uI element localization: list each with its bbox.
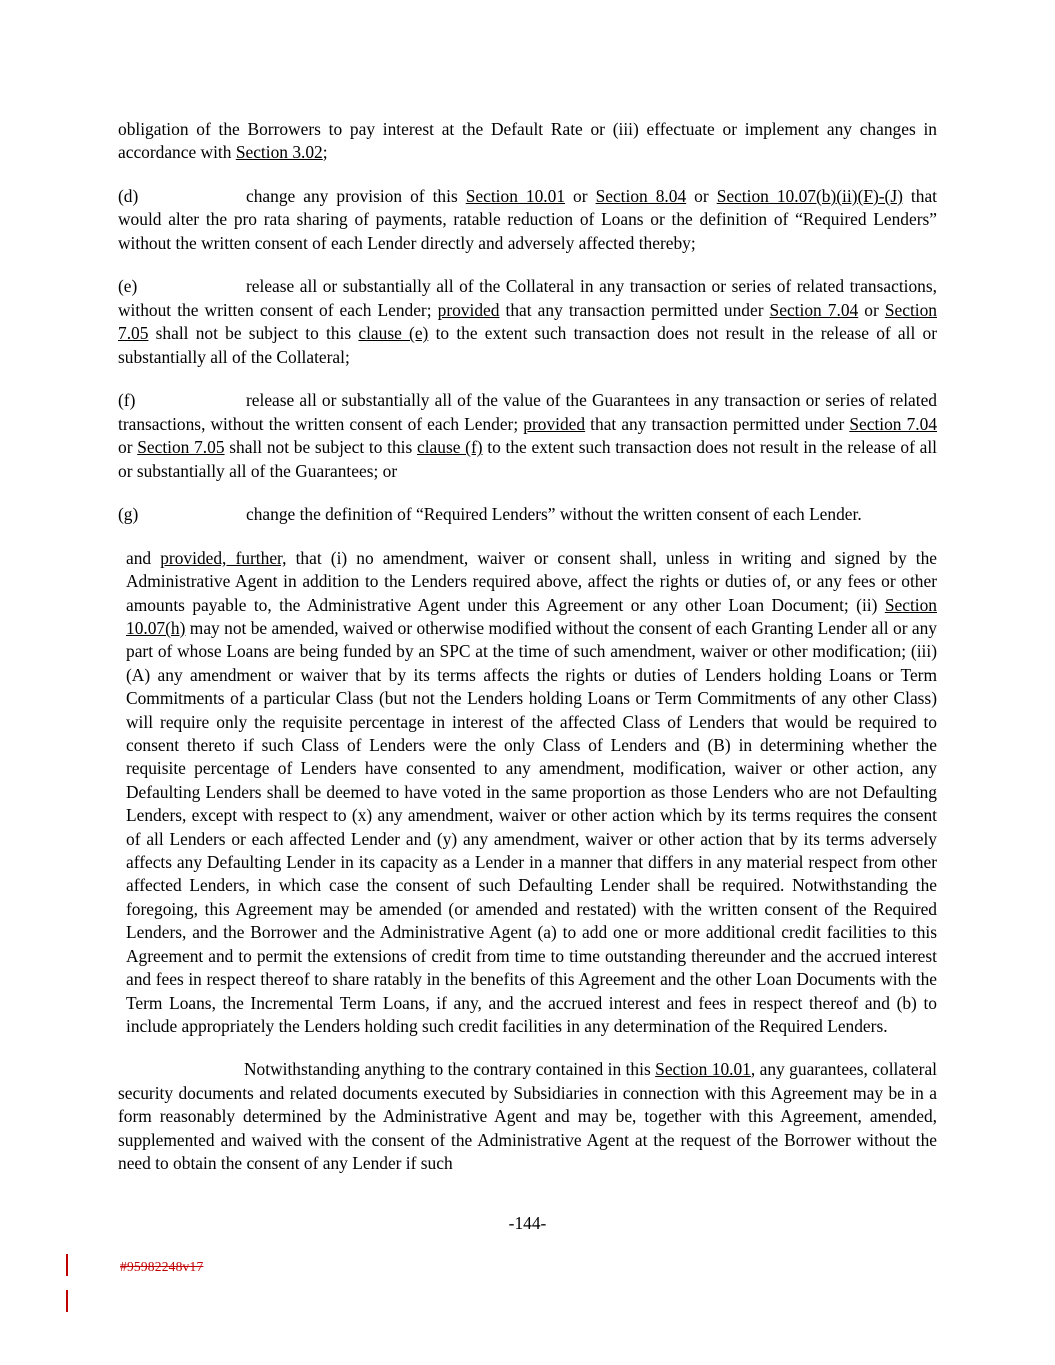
body-text: or (565, 185, 596, 206)
underlined-reference: Section 7.04 (769, 299, 859, 320)
body-text: shall not be subject to this (148, 323, 359, 344)
body-text: change the definition of “Required Lenders” without the written consent of each Lender. (246, 504, 862, 525)
body-text: ; (322, 142, 328, 163)
change-bar-top (66, 1254, 68, 1276)
footer-document-reference: #95982248v17 (120, 1259, 204, 1274)
body-text: or (858, 299, 885, 320)
body-text: , any guarantees, collateral security documents and related documents executed by Subsidiaries in connection with this Agreement may be in a form reasonably determined by the Administrative Agent and may be, together with this Agreement, amended, supplemented and waived with the consent of the Administrative Agent at the request of the Borrower without the need to obtain the consent of any Lender if such (118, 1059, 937, 1173)
body-text: to the extent such transaction does not result in the release of all or substantially all of the Collateral; (118, 323, 938, 367)
body-text: may not be amended, waived or otherwise modified without the consent of each Granting Lender all or any part of whose Loans are being funded by an SPC at the time of such amendment, waiver or other modification; (iii) (A) any amendment or waiver that by its terms affects the rights or duties of Lenders holding Loans or Term Commitments of a particular Class (but not the Lenders holding Loans or Term Commitments of any other Class) will require only the requisite percentage in interest of the affected Class of Lenders that would be required to consent thereto if such Class of Lenders were the only Class of Lenders and (B) in determining whether the requisite percentage of Lenders have consented to any amendment, modification, waiver or other action, any Defaulting Lenders shall be deemed to have voted in the same proportion as those Lenders who are not Defaulting Lenders, except with respect to (x) any amendment, waiver or other action which by its terms requires the consent of all Lenders or each affected Lender and (y) any amendment, waiver or other action that by its terms adversely affects any Defaulting Lender in its capacity as a Lender in a manner that differs in any material respect from other affected Lenders, in which case the consent of such Defaulting Lender shall be required. Notwithstanding the foregoing, this Agreement may be amended (or amended and restated) with the written consent of the Required Lenders, and the Borrower and the Administrative Agent (a) to add one or more additional credit facilities to this Agreement and to permit the extensions of credit from time to time outstanding thereunder and the accrued interest and fees in respect thereof to share ratably in the benefits of this Agreement and the other Loan Documents with the Term Loans, the Incremental Term Loans, if any, and the accrued interest and fees in respect thereof and (b) to include appropriately the Lenders holding such credit facilities in any determination of the Required Lenders. (126, 618, 937, 1036)
underlined-reference: Section 3.02 (235, 142, 323, 163)
body-text: that any transaction permitted under (499, 299, 770, 320)
paragraph-clause-g (118, 503, 937, 526)
paragraph-clause-d (118, 185, 937, 255)
underlined-reference: Section 7.05 (118, 299, 938, 344)
underlined-reference: Section 10.07(h) (126, 594, 937, 638)
paragraph-clause-f (118, 389, 937, 483)
body-text: or (686, 185, 717, 206)
paragraph-notwithstanding (118, 1058, 937, 1175)
body-text: that would alter the pro rata sharing of payments, ratable reduction of Loans or the definition of “Required Lenders” without the written consent of each Lender directly and adversely affected thereby; (118, 185, 938, 253)
body-text: to the extent such transaction does not result in the release of all or substantially all of the Guarantees; or (118, 437, 937, 481)
change-bar-bottom (66, 1290, 68, 1312)
body-text: shall not be subject to this (224, 437, 417, 458)
underlined-reference: provided (523, 413, 586, 434)
paragraph-flush-language (118, 547, 937, 1039)
underlined-reference: Section 7.04 (849, 413, 938, 434)
underlined-reference: Section 8.04 (595, 185, 687, 206)
body-text: or (118, 437, 138, 458)
underlined-reference: clause (e) (358, 323, 429, 344)
body-text: release all or substantially all of the value of the Guarantees in any transaction or series of related transactions, without the written consent of each Lender; (118, 390, 937, 434)
body-text: change any provision of this (246, 185, 466, 206)
clause-marker: (d) (118, 185, 139, 206)
underlined-reference: clause (f) (417, 437, 483, 458)
paragraph-clause-e (118, 275, 937, 369)
clause-marker: (f) (118, 390, 136, 411)
underlined-reference: Section 10.07(b)(ii)(F)-(J) (716, 185, 903, 206)
underlined-reference: Section 10.01 (465, 185, 566, 206)
body-text: release all or substantially all of the Collateral in any transaction or series of related transactions, without the written consent of each Lender; (118, 276, 937, 320)
underlined-reference: Section 7.05 (137, 437, 225, 458)
body-text: obligation of the Borrowers to pay interest at the Default Rate or (iii) effectuate or implement any changes in accordance with (118, 119, 937, 163)
paragraph-continuation (118, 118, 937, 165)
body-text: and (126, 547, 161, 568)
body-text: that (i) no amendment, waiver or consent shall, unless in writing and signed by the Administrative Agent in addition to the Lenders required above, affect the rights or duties of, or any fees or other amounts payable to, the Administrative Agent under this Agreement or any other Loan Document; (ii) (126, 547, 937, 615)
underlined-reference: provided, further, (160, 547, 287, 568)
underlined-reference: Section 10.01 (655, 1059, 751, 1080)
underlined-reference: provided (437, 299, 500, 320)
body-text: Notwithstanding anything to the contrary contained in this (244, 1059, 656, 1080)
body-text: that any transaction permitted under (585, 413, 850, 434)
clause-marker: (e) (118, 276, 138, 297)
clause-marker: (g) (118, 504, 139, 525)
page-number: -144- (508, 1213, 547, 1233)
